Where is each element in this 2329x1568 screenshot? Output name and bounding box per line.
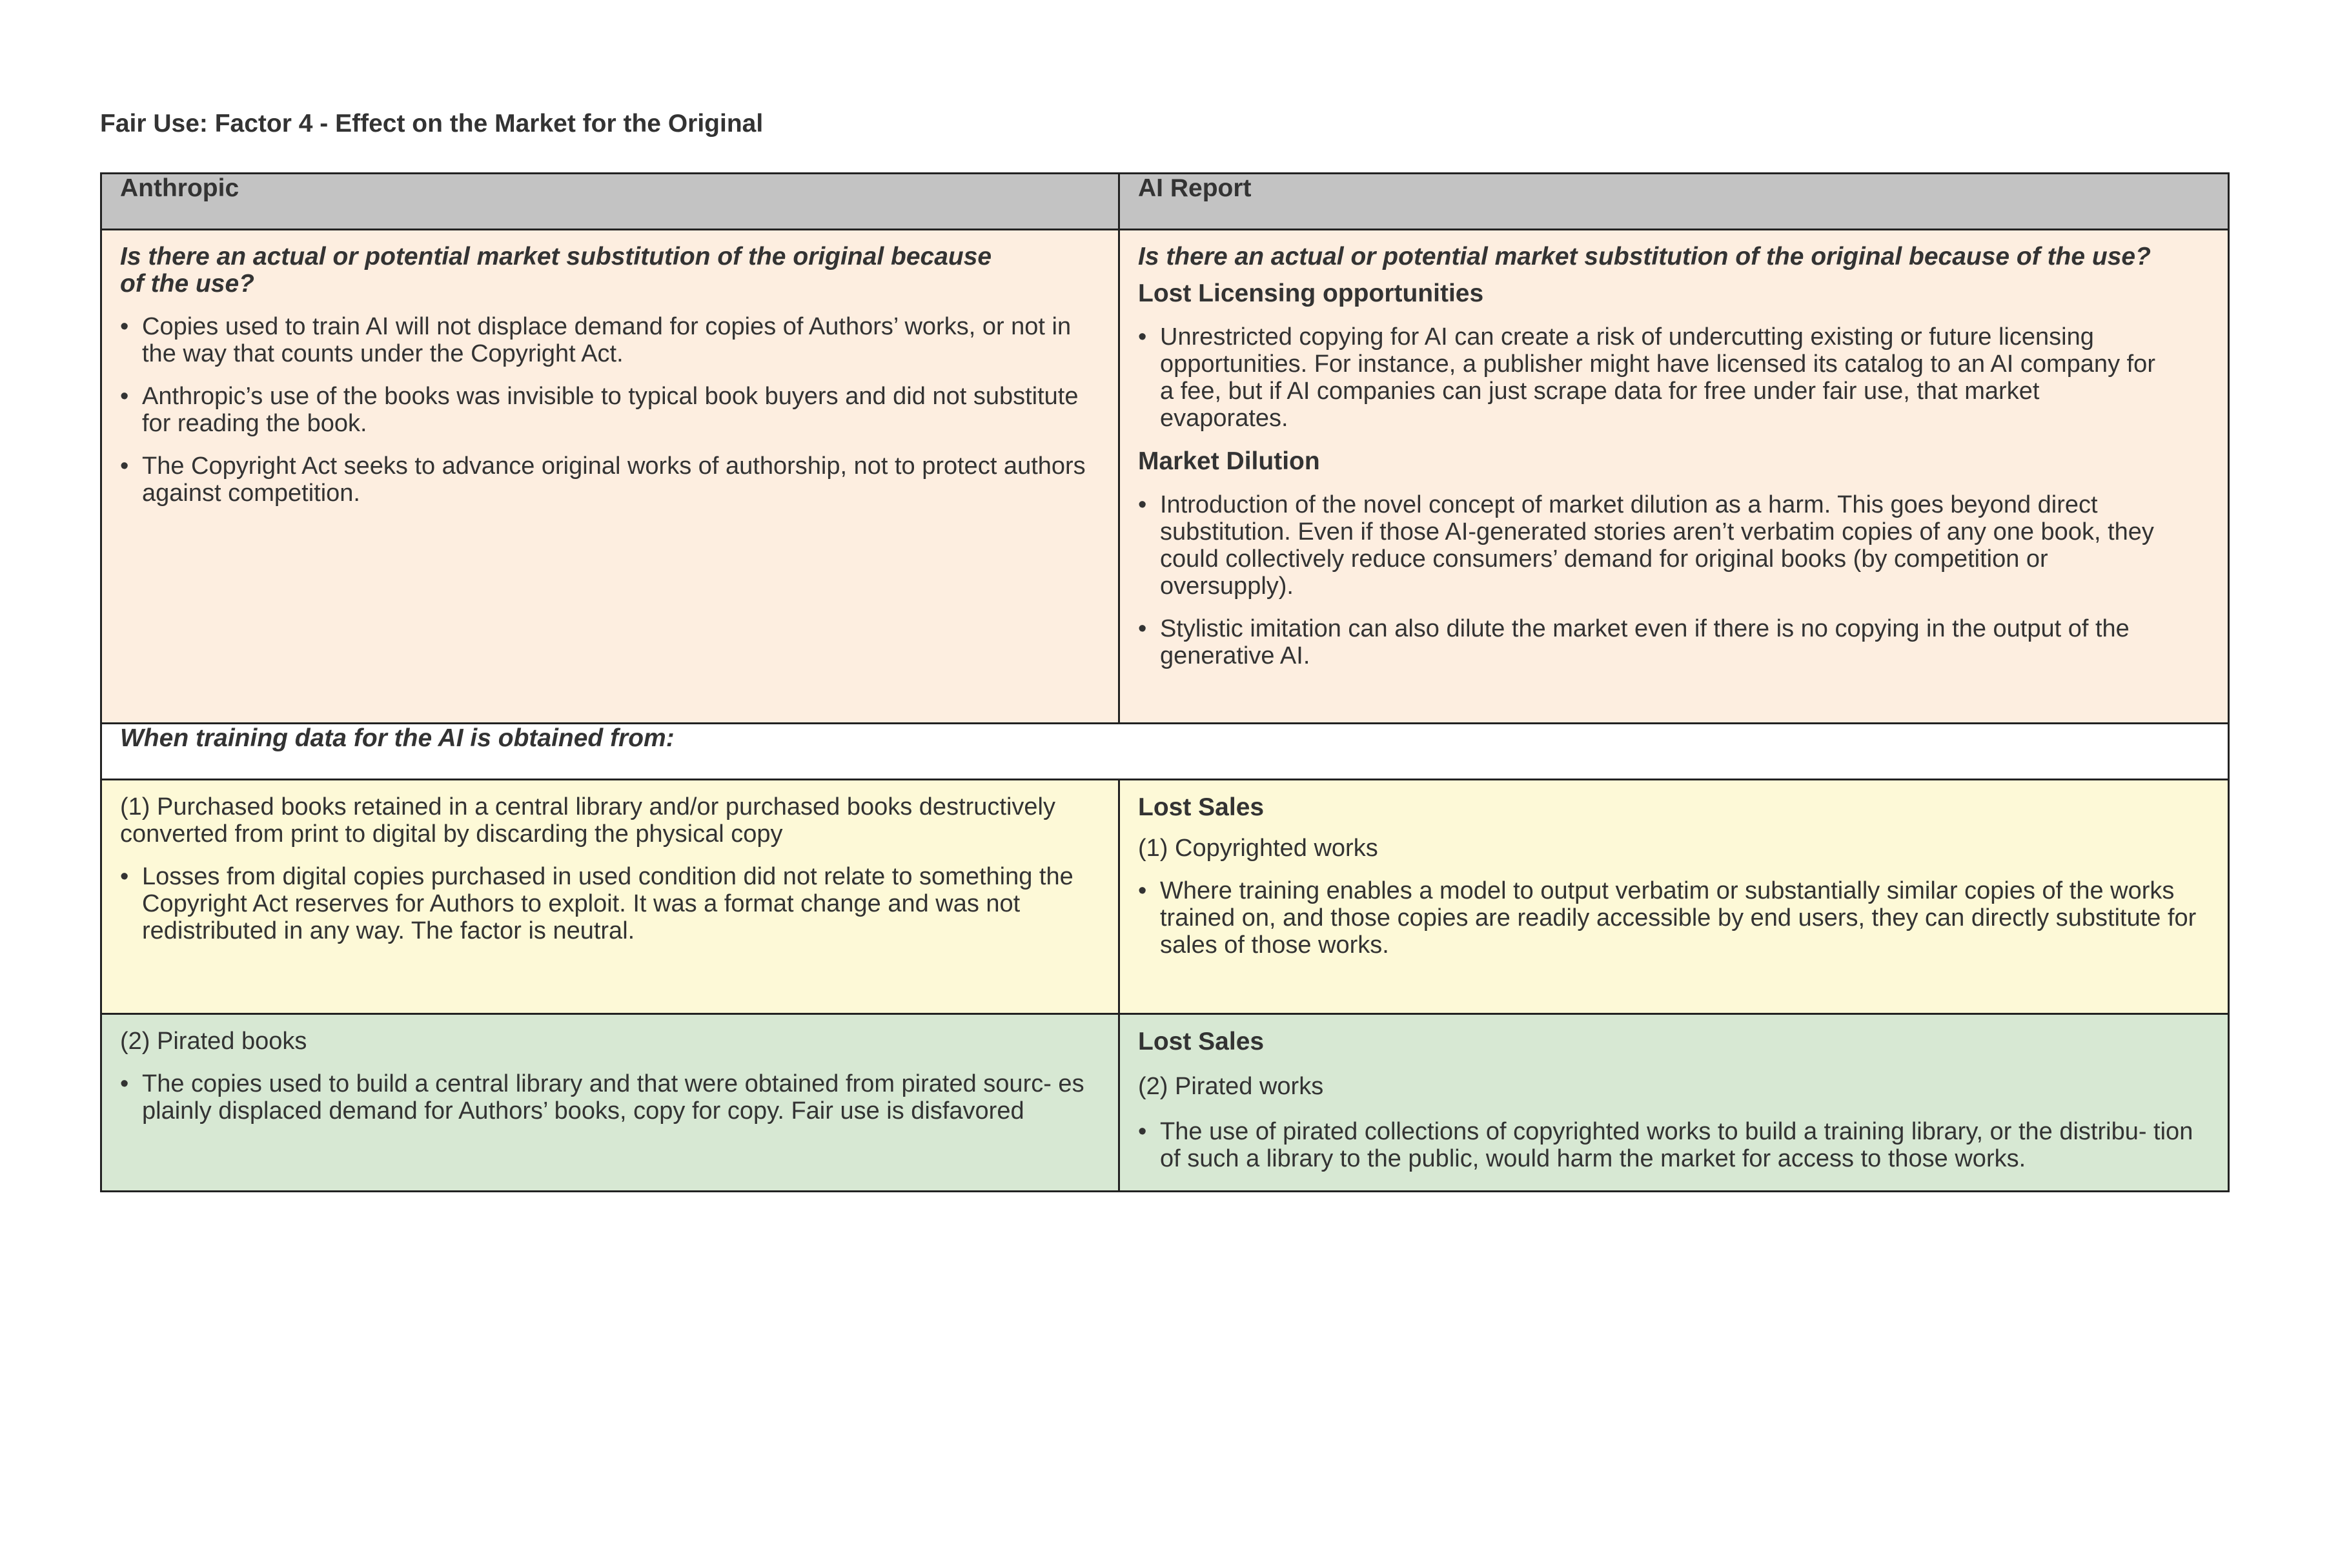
pirated-books-list [120, 1070, 1100, 1125]
list-item: • Introduction of the novel concept of market dilution as a harm. This goes beyond direct substitution. Even if those AI-generated stories aren’t verbatim copies of any one book, they could collectively reduce consumers’ demand for original books (by competition or oversupply). [1138, 491, 2171, 600]
pirated-works-subheading: (2) Pirated works [1138, 1073, 1324, 1100]
list-item: • The Copyright Act seeks to advance original works of authorship, not to protect authors against competition. [120, 453, 1100, 507]
purchased-books-intro: (1) Purchased books retained in a central library and/or purchased books destructively converted from print to digital by discarding the physical copy [120, 793, 1055, 848]
comparison-table [100, 172, 2230, 1192]
copyrighted-works-list [1138, 877, 2210, 959]
lost-licensing-list [1138, 323, 2210, 432]
market-substitution-row [101, 230, 2229, 724]
column-header-anthropic: Anthropic [101, 174, 1119, 230]
lost-sales-heading: Lost Sales [1138, 793, 1265, 821]
training-data-source-title: When training data for the AI is obtained from: [120, 724, 675, 752]
anthropic-purchased-cell [101, 780, 1119, 1014]
pirated-works-list [1138, 1118, 2210, 1172]
lost-licensing-heading: Lost Licensing opportunities [1138, 280, 1484, 307]
anthropic-pirated-cell [101, 1014, 1119, 1192]
header-row [101, 174, 2229, 230]
anthropic-substitution-cell [101, 230, 1119, 724]
copyrighted-works-subheading: (1) Copyrighted works [1138, 835, 1378, 862]
list-item: • The use of pirated collections of copyrighted works to build a training library, or the distribu- tion of such a library to the public, would harm the market for access to those works. [1138, 1118, 2210, 1172]
ai-report-copyrighted-cell [1119, 780, 2229, 1014]
purchased-books-row [101, 780, 2229, 1014]
purchased-books-list [120, 863, 1100, 944]
pirated-books-intro: (2) Pirated books [120, 1028, 307, 1055]
ai-report-substitution-cell [1119, 230, 2229, 724]
market-dilution-list [1138, 491, 2210, 669]
list-item: • Losses from digital copies purchased in used condition did not relate to something the Copyright Act reserves for Authors to exploit. It was a format change and was not redistributed in any way. The factor is neutral. [120, 863, 1100, 944]
list-item: • Where training enables a model to output verbatim or substantially similar copies of the works trained on, and those copies are readily accessible by end users, they can directly substitute for sales of those works. [1138, 877, 2210, 959]
training-data-source-row [101, 724, 2229, 780]
list-item: • Anthropic’s use of the books was invisible to typical book buyers and did not substitute for reading the book. [120, 383, 1100, 437]
list-item: • Copies used to train AI will not displace demand for copies of Authors’ works, or not in the way that counts under the Copyright Act. [120, 313, 1100, 367]
market-dilution-heading: Market Dilution [1138, 447, 1320, 475]
column-header-ai-report: AI Report [1119, 174, 2229, 230]
ai-report-pirated-cell [1119, 1014, 2229, 1192]
list-item: • The copies used to build a central library and that were obtained from pirated sourc- es plainly displaced demand for Authors’ books, copy for copy. Fair use is disfavored [120, 1070, 1100, 1125]
page-title: Fair Use: Factor 4 - Effect on the Market for the Original [100, 110, 764, 137]
list-item: • Stylistic imitation can also dilute the market even if there is no copying in the output of the generative AI. [1138, 615, 2171, 669]
list-item: • Unrestricted copying for AI can create a risk of undercutting existing or future licensing opportunities. For instance, a publisher might have licensed its catalog to an AI company for a fee, but if AI companies can just scrape data for free under fair use, that market evaporates. [1138, 323, 2164, 432]
substitution-question: Is there an actual or potential market substitution of the original because of the use? [1138, 243, 2151, 270]
lost-sales-heading: Lost Sales [1138, 1028, 1265, 1055]
training-data-source-cell [101, 724, 2229, 780]
pirated-books-row [101, 1014, 2229, 1192]
anthropic-substitution-list [120, 313, 1100, 507]
substitution-question: Is there an actual or potential market substitution of the original because of the use? [120, 243, 992, 298]
